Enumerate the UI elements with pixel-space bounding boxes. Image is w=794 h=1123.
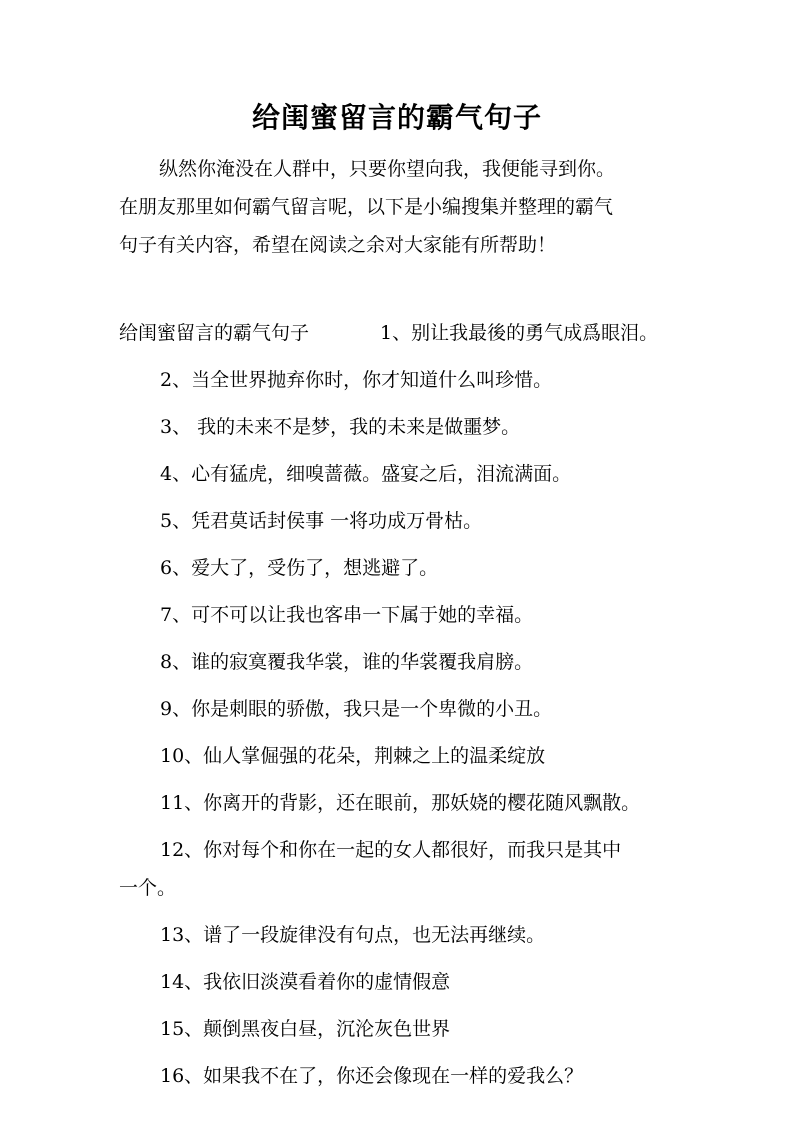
list-item-continuation: 一个。 bbox=[119, 877, 177, 899]
intro-line: 纵然你淹没在人群中，只要你望向我，我便能寻到你。 bbox=[159, 158, 616, 180]
intro-line: 句子有关内容，希望在阅读之余对大家能有所帮助！ bbox=[119, 234, 557, 256]
intro-paragraph bbox=[119, 150, 694, 264]
list-item: 7、可不可以让我也客串一下属于她的幸福。 bbox=[160, 604, 534, 626]
list-item: 8、谁的寂寞覆我华裳，谁的华裳覆我肩膀。 bbox=[160, 651, 534, 673]
list-item: 3、 我的未来不是梦，我的未来是做噩梦。 bbox=[160, 416, 521, 438]
list-item: 10、仙人掌倔强的花朵，荆棘之上的温柔绽放 bbox=[160, 745, 546, 767]
list-item: 12、你对每个和你在一起的女人都很好，而我只是其中 bbox=[160, 839, 622, 861]
section-label: 给闺蜜留言的霸气句子 bbox=[119, 322, 310, 344]
list-item: 2、当全世界抛弃你时，你才知道什么叫珍惜。 bbox=[160, 369, 553, 391]
document-title: 给闺蜜留言的霸气句子 bbox=[251, 101, 542, 134]
list-item: 13、谱了一段旋律没有句点，也无法再继续。 bbox=[160, 924, 546, 946]
list-item-text: 1、别让我最後的勇气成爲眼泪。 bbox=[380, 322, 659, 344]
list-item: 14、我依旧淡漠看着你的虚情假意 bbox=[160, 971, 451, 993]
list-item: 9、你是刺眼的骄傲，我只是一个卑微的小丑。 bbox=[160, 698, 553, 720]
list-item: 5、凭君莫话封侯事 一将功成万骨枯。 bbox=[160, 510, 483, 532]
list-item: 6、爱大了，受伤了，想逃避了。 bbox=[160, 557, 439, 579]
list-item: 4、心有猛虎，细嗅蔷薇。盛宴之后，泪流满面。 bbox=[160, 463, 572, 485]
list-item: 16、如果我不在了，你还会像现在一样的爱我么？ bbox=[160, 1065, 584, 1087]
list-item: 11、你离开的背影，还在眼前，那妖娆的樱花随风飘散。 bbox=[160, 792, 641, 814]
list-item: 15、颠倒黑夜白昼，沉沦灰色世界 bbox=[160, 1018, 451, 1040]
intro-line: 在朋友那里如何霸气留言呢，以下是小编搜集并整理的霸气 bbox=[119, 196, 614, 218]
